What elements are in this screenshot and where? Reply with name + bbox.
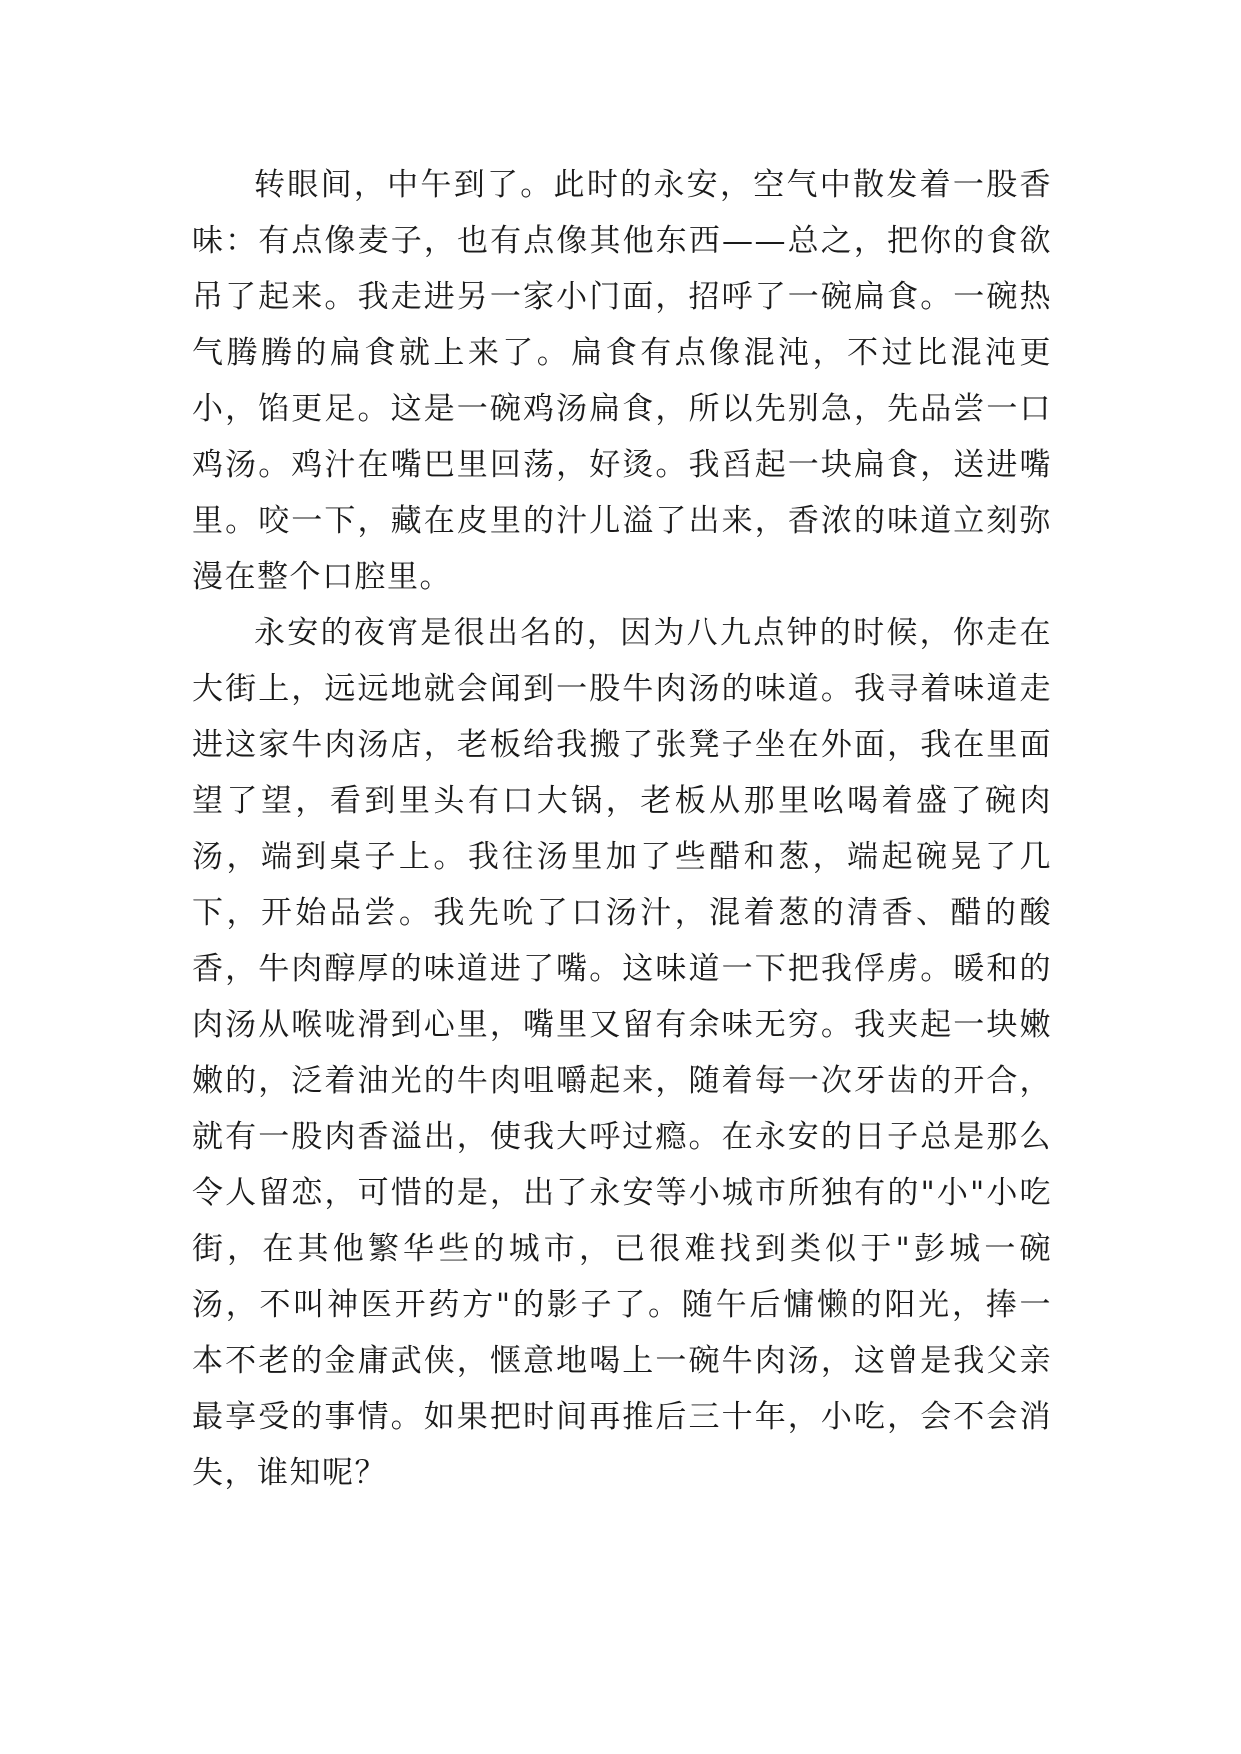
- paragraph: 永安的夜宵是很出名的，因为八九点钟的时候，你走在大街上，远远地就会闻到一股牛肉汤的味道。我寻着味道走进这家牛肉汤店，老板给我搬了张凳子坐在外面，我在里面望了望，看到里头有口大锅，老板从那里吆喝着盛了碗肉汤，端到桌子上。我往汤里加了些醋和葱，端起碗晃了几下，开始品尝。我先吮了口汤汁，混着葱的清香、醋的酸香，牛肉醇厚的味道进了嘴。这味道一下把我俘虏。暖和的肉汤从喉咙滑到心里，嘴里又留有余味无穷。我夹起一块嫩嫩的，泛着油光的牛肉咀嚼起来，随着每一次牙齿的开合，就有一股肉香溢出，使我大呼过瘾。在永安的日子总是那么令人留恋，可惜的是，出了永安等小城市所独有的"小"小吃街，在其他繁华些的城市，已很难找到类似于"彭城一碗汤，不叫神医开药方"的影子了。随午后慵懒的阳光，捧一本不老的金庸武侠，惬意地喝上一碗牛肉汤，这曾是我父亲最享受的事情。如果把时间再推后三十年，小吃，会不会消失，谁知呢？: [192, 615, 1052, 1491]
- paragraph: 转眼间，中午到了。此时的永安，空气中散发着一股香味：有点像麦子，也有点像其他东西——总之，把你的食欲吊了起来。我走进另一家小门面，招呼了一碗扁食。一碗热气腾腾的扁食就上来了。扁食有点像混沌，不过比混沌更小，馅更足。这是一碗鸡汤扁食，所以先别急，先品尝一口鸡汤。鸡汁在嘴巴里回荡，好烫。我舀起一块扁食，送进嘴里。咬一下，藏在皮里的汁儿溢了出来，香浓的味道立刻弥漫在整个口腔里。: [192, 167, 1052, 595]
- document-body: [192, 157, 1052, 1501]
